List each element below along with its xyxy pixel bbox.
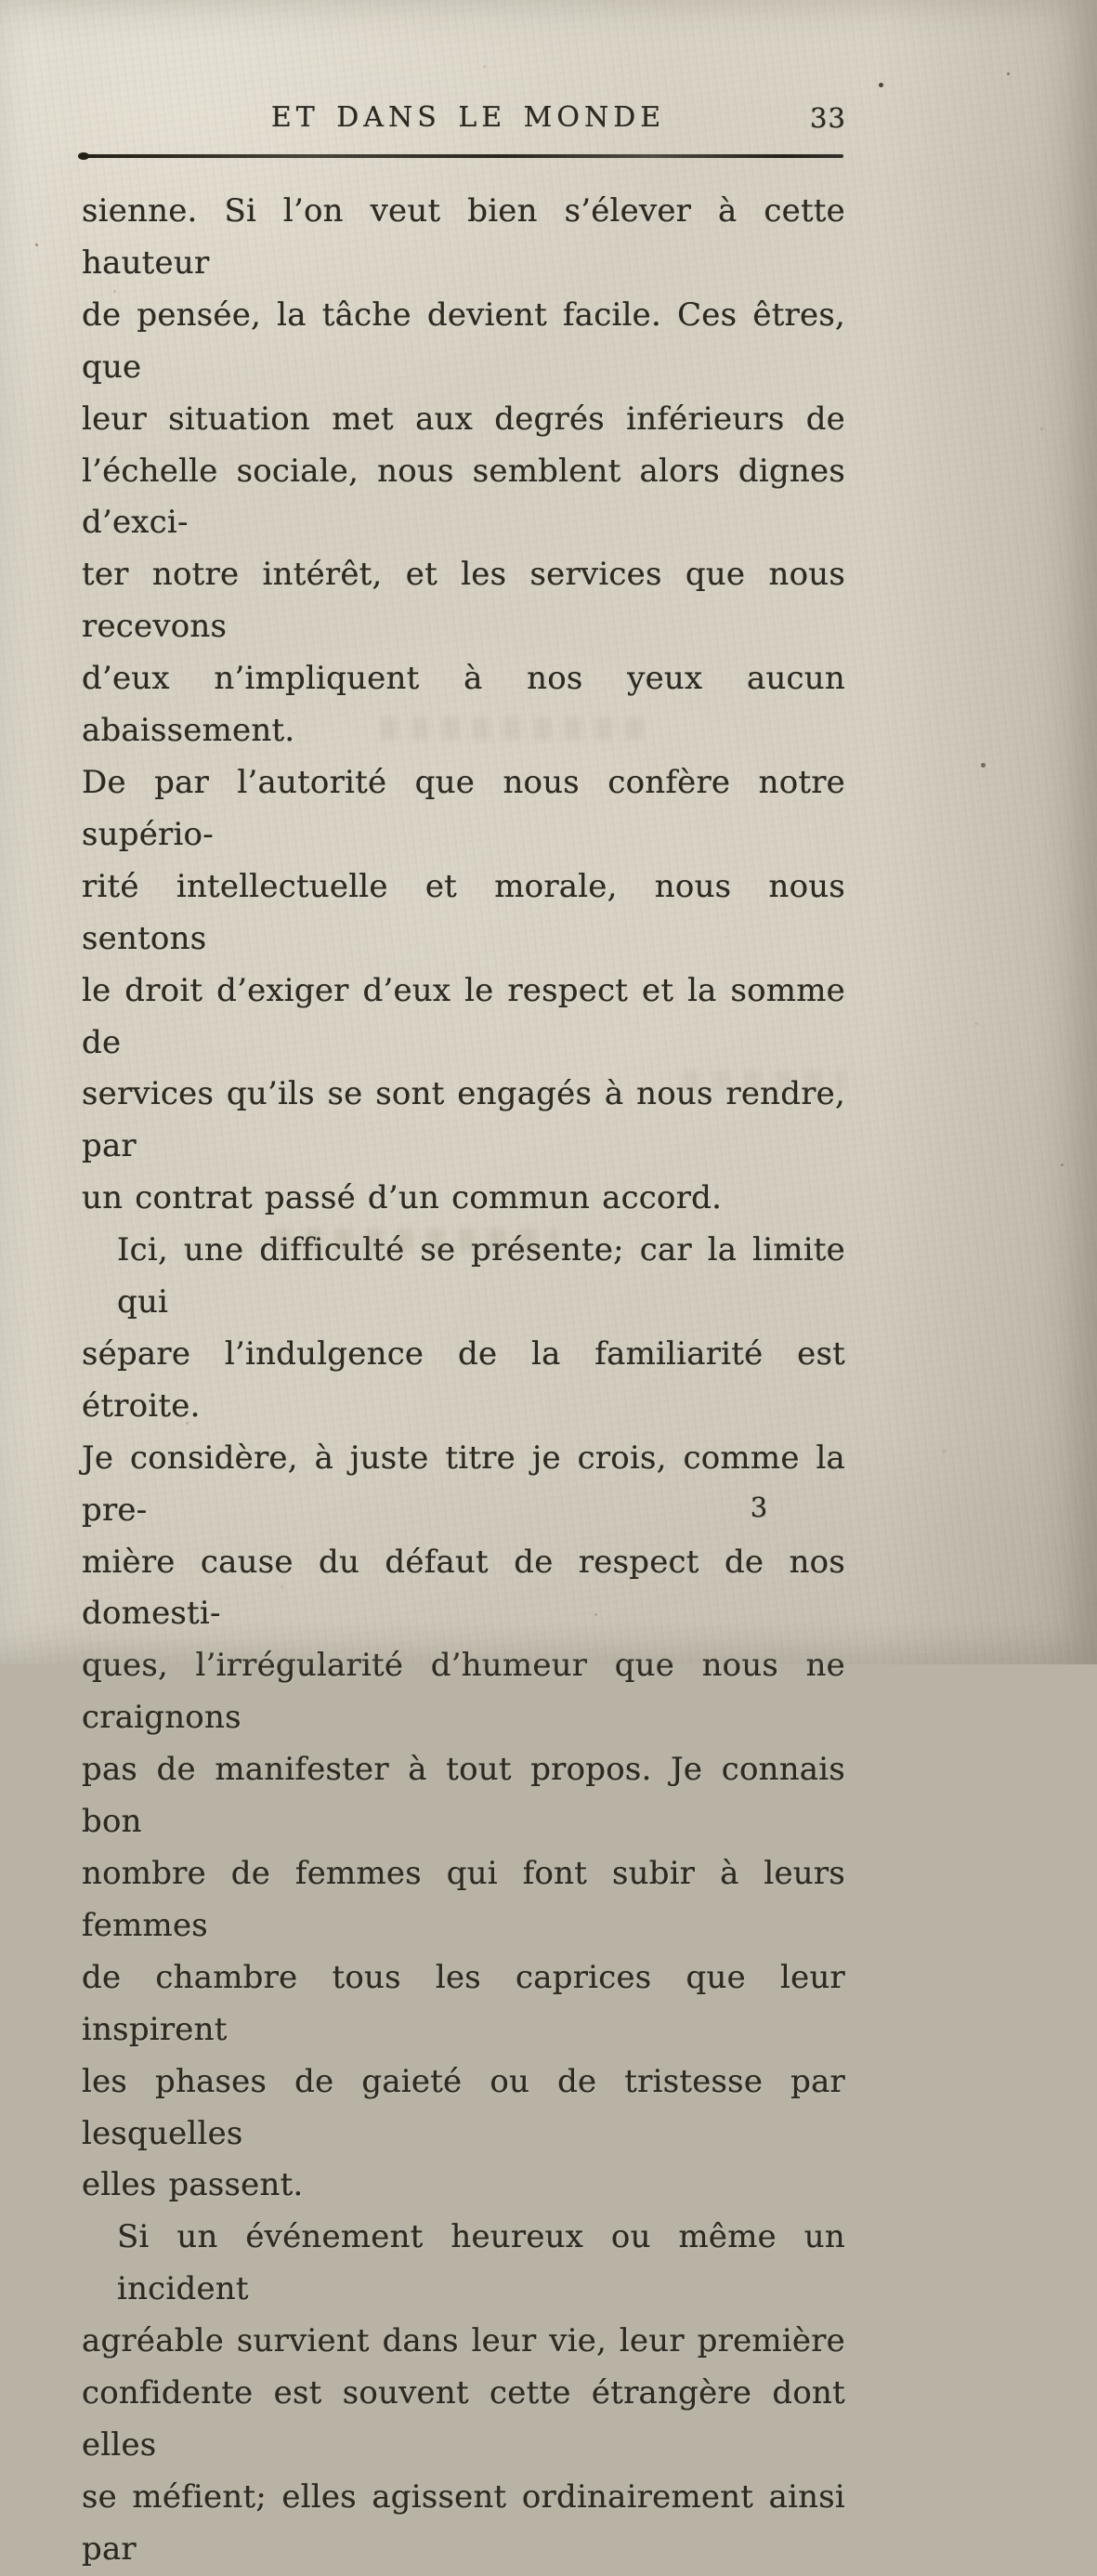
text-line: De par l’autorité que nous confère notre supério- — [82, 763, 845, 853]
text-line: sépare l’indulgence de la familiarité est étroite. — [82, 1334, 845, 1425]
text-line: services qu’ils se sont engagés à nous rendre, par — [82, 1075, 845, 1165]
text-line: sienne. Si l’on veut bien s’élever à cette hauteur — [82, 192, 845, 282]
text-line: l’échelle sociale, nous semblent alors dignes d’exci- — [82, 452, 845, 542]
text-line paragraph-start: Si un événement heureux ou même un incident — [117, 2218, 845, 2308]
text-line: agréable survient dans leur vie, leur première — [82, 2322, 845, 2360]
text-line: se méfient; elles agissent ordinairement ainsi par — [82, 2477, 845, 2568]
text-line: le droit d’exiger d’eux le respect et la somme de — [82, 971, 845, 1061]
running-title: ET DANS LE MONDE — [270, 101, 666, 134]
text-line paragraph-end: un contrat passé d’un commun accord. — [82, 1179, 723, 1217]
paper-specks — [0, 0, 3, 3]
body-text — [82, 186, 845, 2576]
text-line paragraph-end: elles passent. — [82, 2166, 304, 2204]
text-line: leur situation met aux degrés inférieurs de — [82, 400, 845, 438]
header-rule — [82, 154, 843, 158]
text-line: les phases de gaieté ou de tristesse par lesquelles — [82, 2062, 845, 2152]
text-line: d’eux n’impliquent à nos yeux aucun abaissement. — [82, 660, 845, 750]
signature-mark: 3 — [750, 1492, 768, 1523]
text-line: ter notre intérêt, et les services que nous recevons — [82, 556, 845, 646]
text-line: Je considère, à juste titre je crois, comme la pre- — [82, 1439, 845, 1529]
text-line: nombre de femmes qui font subir à leurs femmes — [82, 1855, 845, 1944]
text-line: confidente est souvent cette étrangère dont elles — [82, 2374, 845, 2464]
text-line: rité intellectuelle et morale, nous nous sentons — [82, 867, 845, 957]
text-line: ques, l’irrégularité d’humeur que nous ne craignons — [82, 1647, 845, 1737]
page-number: 33 — [810, 102, 846, 134]
text-line: de pensée, la tâche devient facile. Ces êtres, que — [82, 296, 845, 386]
text-line paragraph-start: Ici, une difficulté se présente; car la limite qui — [117, 1231, 845, 1321]
text-line: de chambre tous les caprices que leur inspirent — [82, 1958, 845, 2048]
text-line: mière cause du défaut de respect de nos domesti- — [82, 1543, 845, 1633]
text-line: pas de manifester à tout propos. Je connais bon — [82, 1751, 845, 1841]
